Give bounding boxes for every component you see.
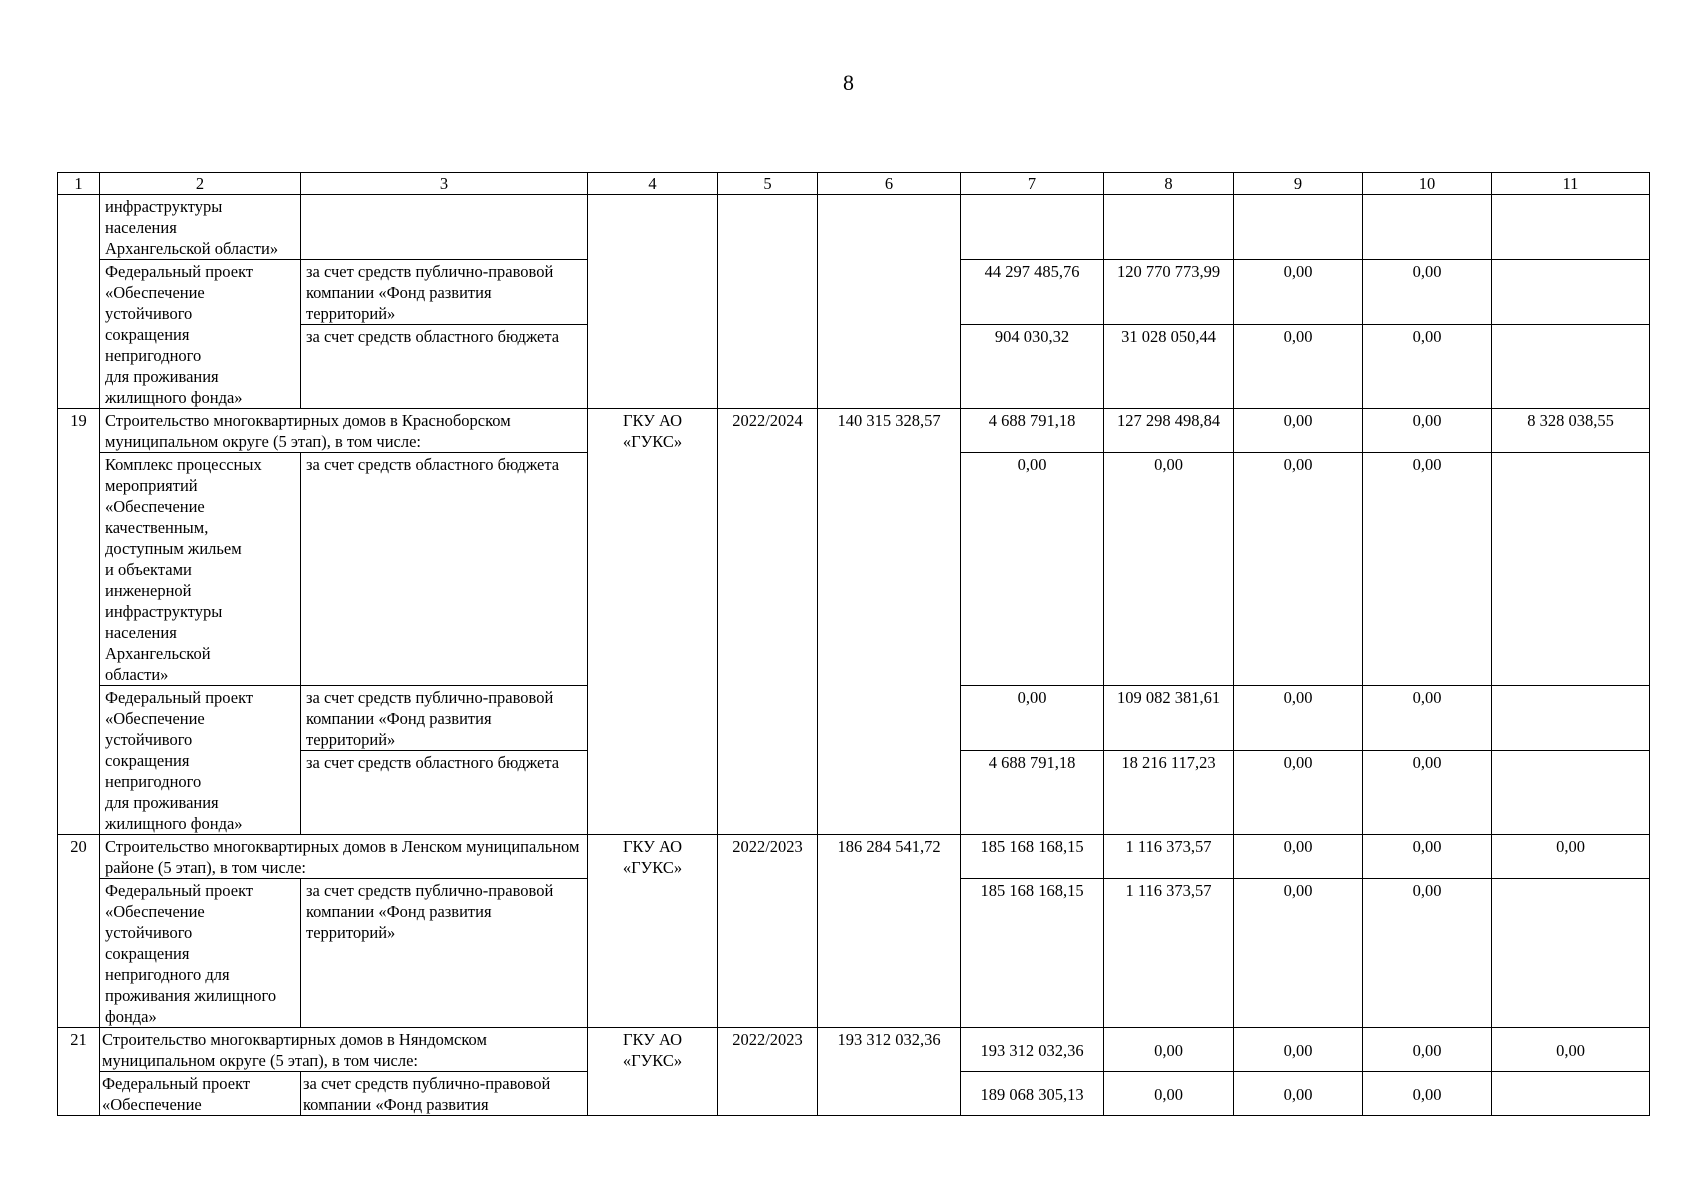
activity-cell: инфраструктуры населения Архангельской области»: [100, 195, 301, 260]
row-number: 20: [58, 835, 100, 1028]
value-cell: 0,00: [1363, 686, 1492, 751]
funding-source-cell: за счет средств публично-правовой компании «Фонд развития территорий»: [301, 260, 588, 325]
value-cell: 4 688 791,18: [961, 751, 1104, 835]
total-cost-cell: 186 284 541,72: [818, 835, 961, 1028]
customer-cell: ГКУ АО «ГУКС»: [588, 835, 718, 1028]
value-cell: 0,00: [1234, 686, 1363, 751]
funding-source-cell: за счет средств публично-правовой компании «Фонд развития территорий»: [301, 686, 588, 751]
period-cell: 2022/2024: [718, 409, 818, 835]
table-row: [58, 1028, 1650, 1072]
value-cell: 185 168 168,15: [961, 879, 1104, 1028]
federal-project-cell: Федеральный проект «Обеспечение устойчивого сокращения непригодного для проживания жилищного фонда»: [100, 879, 301, 1028]
value-cell: 0,00: [1363, 453, 1492, 686]
column-header: 10: [1363, 173, 1492, 195]
table-row: [58, 409, 1650, 453]
column-header: 9: [1234, 173, 1363, 195]
value-cell: 127 298 498,84: [1104, 409, 1234, 453]
column-header: 4: [588, 173, 718, 195]
column-header: 5: [718, 173, 818, 195]
value-cell: 0,00: [1234, 835, 1363, 879]
federal-project-cell: Федеральный проект «Обеспечение устойчивого сокращения непригодного для проживания жилищного фонда»: [100, 686, 301, 835]
value-cell: 120 770 773,99: [1104, 260, 1234, 325]
value-cell: 0,00: [1104, 1028, 1234, 1072]
funding-source-cell: за счет средств публично-правовой компании «Фонд развития территорий»: [301, 879, 588, 1028]
value-cell: 0,00: [961, 686, 1104, 751]
customer-cell: ГКУ АО «ГУКС»: [588, 1028, 718, 1116]
value-cell: 4 688 791,18: [961, 409, 1104, 453]
value-cell: 0,00: [1363, 1072, 1492, 1116]
federal-project-cell: Федеральный проект «Обеспечение устойчивого сокращения непригодного для проживания жилищного фонда»: [100, 260, 301, 409]
value-cell: 0,00: [1234, 751, 1363, 835]
row-number: 21: [58, 1028, 100, 1116]
table-row: [58, 195, 1650, 260]
column-header: 1: [58, 173, 100, 195]
value-cell: 109 082 381,61: [1104, 686, 1234, 751]
value-cell: 18 216 117,23: [1104, 751, 1234, 835]
period-cell: 2022/2023: [718, 1028, 818, 1116]
value-cell: 0,00: [1234, 879, 1363, 1028]
customer-cell: ГКУ АО «ГУКС»: [588, 409, 718, 835]
funding-source-cell: за счет средств областного бюджета: [301, 325, 588, 409]
value-cell: 193 312 032,36: [961, 1028, 1104, 1072]
object-title: Строительство многоквартирных домов в Красноборском муниципальном округе (5 этап), в том числе:: [100, 409, 588, 453]
value-cell: 0,00: [1363, 1028, 1492, 1072]
funding-source-cell: за счет средств областного бюджета: [301, 751, 588, 835]
table-row: [58, 835, 1650, 879]
value-cell: 0,00: [1104, 1072, 1234, 1116]
value-cell: 31 028 050,44: [1104, 325, 1234, 409]
object-title: Строительство многоквартирных домов в Ленском муниципальном районе (5 этап), в том числе:: [100, 835, 588, 879]
value-cell: 189 068 305,13: [961, 1072, 1104, 1116]
funding-source-cell: за счет средств областного бюджета: [301, 453, 588, 686]
value-cell: 8 328 038,55: [1492, 409, 1650, 453]
value-cell: 0,00: [1104, 453, 1234, 686]
value-cell: 1 116 373,57: [1104, 879, 1234, 1028]
value-cell: 0,00: [1363, 835, 1492, 879]
value-cell: 0,00: [1234, 260, 1363, 325]
value-cell: 0,00: [1363, 260, 1492, 325]
total-cost-cell: 140 315 328,57: [818, 409, 961, 835]
value-cell: 0,00: [1234, 325, 1363, 409]
value-cell: 0,00: [1492, 1028, 1650, 1072]
funding-source-cell: за счет средств публично-правовой компании «Фонд развития: [301, 1072, 588, 1116]
column-number-row: [58, 173, 1650, 195]
column-header: 2: [100, 173, 301, 195]
value-cell: 0,00: [1363, 751, 1492, 835]
value-cell: 0,00: [1363, 409, 1492, 453]
value-cell: 0,00: [1234, 1028, 1363, 1072]
value-cell: 0,00: [1492, 835, 1650, 879]
value-cell: 0,00: [961, 453, 1104, 686]
value-cell: 0,00: [1234, 453, 1363, 686]
value-cell: 1 116 373,57: [1104, 835, 1234, 879]
value-cell: 904 030,32: [961, 325, 1104, 409]
period-cell: 2022/2023: [718, 835, 818, 1028]
value-cell: 185 168 168,15: [961, 835, 1104, 879]
value-cell: 0,00: [1363, 325, 1492, 409]
column-header: 3: [301, 173, 588, 195]
federal-project-cell: Федеральный проект «Обеспечение: [100, 1072, 301, 1116]
value-cell: 0,00: [1363, 879, 1492, 1028]
process-complex-cell: Комплекс процессных мероприятий «Обеспечение качественным, доступным жильем и объектами инженерной инфраструктуры населения Архангельской области»: [100, 453, 301, 686]
program-table: [57, 172, 1650, 1116]
value-cell: 0,00: [1234, 1072, 1363, 1116]
value-cell: 0,00: [1234, 409, 1363, 453]
total-cost-cell: 193 312 032,36: [818, 1028, 961, 1116]
page-number: 8: [843, 70, 854, 95]
column-header: 8: [1104, 173, 1234, 195]
column-header: 6: [818, 173, 961, 195]
value-cell: 44 297 485,76: [961, 260, 1104, 325]
row-number: 19: [58, 409, 100, 835]
object-title: Строительство многоквартирных домов в Няндомском муниципальном округе (5 этап), в том числе:: [100, 1028, 588, 1072]
column-header: 11: [1492, 173, 1650, 195]
column-header: 7: [961, 173, 1104, 195]
